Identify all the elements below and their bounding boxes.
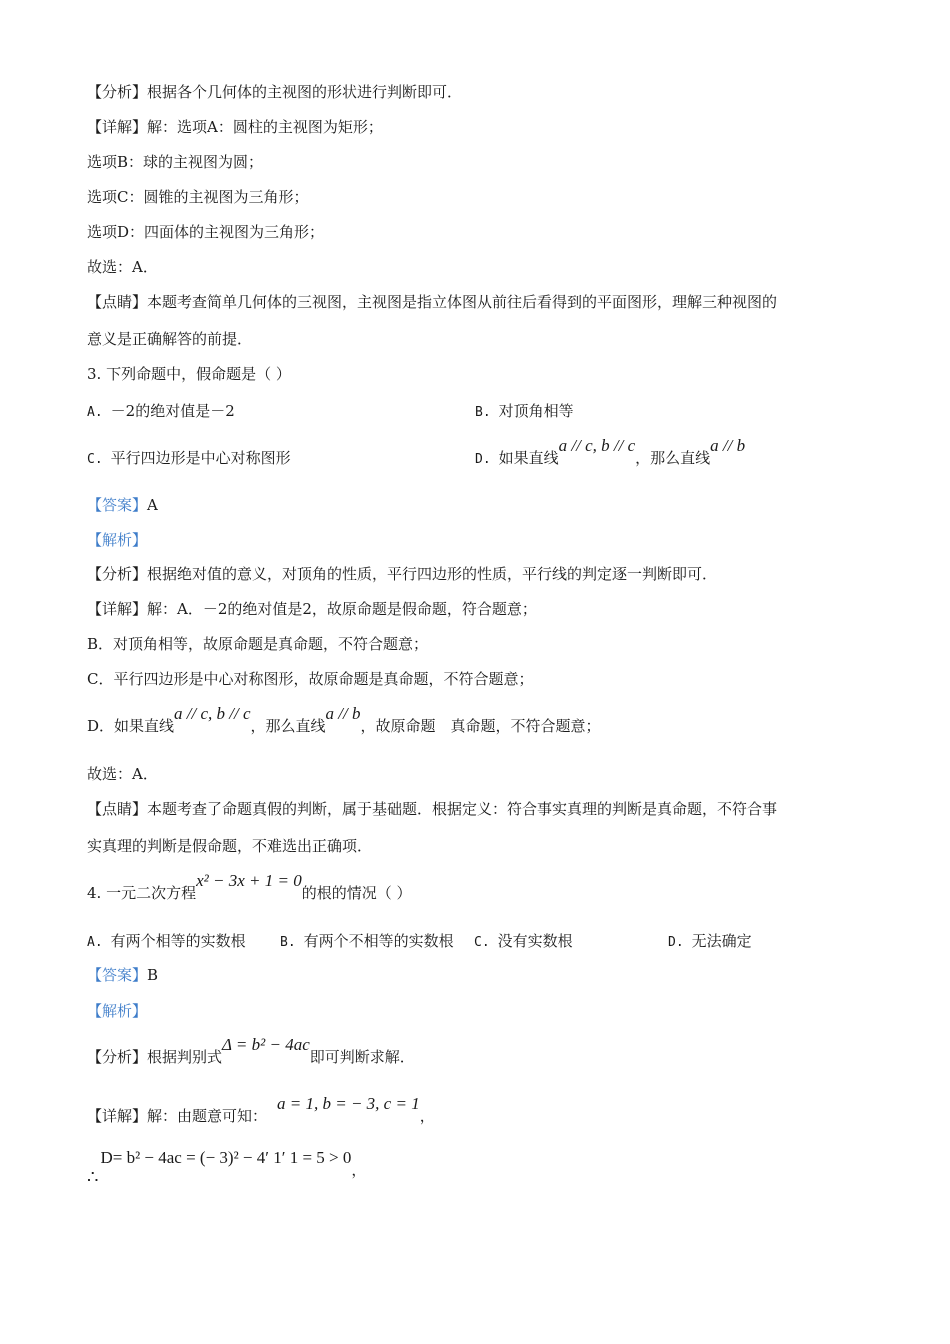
q2-option-c-explain: 选项C：圆锥的主视图为三角形；: [87, 188, 309, 206]
q3-option-d-explain: [87, 704, 601, 736]
q3-option-a: [87, 401, 235, 423]
q3-option-d: [475, 436, 746, 470]
q4-detail-post: ，: [419, 1107, 435, 1125]
q3-option-b: [475, 401, 574, 423]
q3-d-pre: D．如果直线: [87, 717, 175, 735]
q4-discriminant-post: ，: [351, 1161, 367, 1179]
q4-answer: [87, 965, 158, 985]
q3-stem: 3. 下列命题中，假命题是（ ）: [87, 365, 291, 383]
q3-detail: 【详解】解：A．－2的绝对值是2，故原命题是假命题，符合题意；: [87, 600, 537, 618]
q4-detail: [87, 1094, 435, 1126]
q4-option-c: [474, 931, 573, 953]
q3-answer-tag: 【答案】: [87, 496, 148, 514]
q3-option-b-explain: B．对顶角相等，故原命题是真命题，不符合题意；: [87, 635, 429, 653]
q4-analysis-math: Δ = b² − 4ac: [222, 1035, 310, 1054]
q4-option-c-label: C.: [474, 935, 490, 950]
q3-d-math2: a // b: [325, 704, 361, 723]
q3-choose: 故选：A．: [87, 765, 158, 783]
q3-option-d-pre: 如果直线: [498, 449, 559, 467]
q4-option-b: [280, 931, 454, 953]
q2-choose: 故选：A．: [87, 258, 158, 276]
q3-option-d-label: D.: [475, 452, 491, 467]
q4-option-a-label: A.: [87, 935, 103, 950]
q3-answer-value: A: [147, 496, 158, 514]
q4-answer-tag: 【答案】: [87, 966, 148, 984]
q4-option-c-text: 没有实数根: [497, 932, 573, 950]
q4-stem-math: x² − 3x + 1 = 0: [196, 871, 302, 890]
q3-answer: [87, 495, 158, 515]
q2-analysis: 【分析】根据各个几何体的主视图的形状进行判断即可．: [87, 83, 463, 101]
q3-option-c-text: 平行四边形是中心对称图形: [110, 449, 291, 467]
q3-jiexi-tag: 【解析】: [87, 531, 148, 549]
q2-comment-line1: 【点睛】本题考查简单几何体的三视图，主视图是指立体图从前往后看得到的平面图形，理解三种视图的: [87, 293, 778, 311]
q4-option-a-text: 有两个相等的实数根: [110, 932, 246, 950]
q4-detail-math: a = 1, b = − 3, c = 1: [277, 1094, 420, 1113]
q3-comment-line2: 实真理的判断是假命题，不难选出正确项．: [87, 837, 373, 855]
q4-answer-value: B: [147, 966, 159, 984]
q2-comment-line2: 意义是正确解答的前提．: [87, 330, 253, 348]
q3-comment-line1: 【点睛】本题考查了命题真假的判断，属于基础题．根据定义：符合事实真理的判断是真命题，不符合事: [87, 800, 778, 818]
q3-option-d-math2: a // b: [710, 436, 746, 455]
q2-detail: 【详解】解：选项A：圆柱的主视图为矩形；: [87, 118, 383, 136]
q2-option-b-explain: 选项B：球的主视图为圆；: [87, 153, 264, 171]
q3-option-d-mid: ，那么直线: [635, 449, 711, 467]
q4-analysis: [87, 1035, 415, 1067]
q4-option-d-text: 无法确定: [691, 932, 752, 950]
q3-option-a-label: A.: [87, 405, 103, 420]
q3-option-c-explain: C．平行四边形是中心对称图形，故原命题是真命题，不符合题意；: [87, 670, 534, 688]
q4-stem-pre: 4. 一元二次方程: [87, 884, 197, 902]
q3-d-mid: ，那么直线: [250, 717, 326, 735]
q3-d-math1: a // c, b // c: [174, 704, 251, 723]
q4-analysis-pre: 【分析】根据判别式: [87, 1048, 223, 1066]
q3-analysis: 【分析】根据绝对值的意义，对顶角的性质，平行四边形的性质，平行线的判定逐一判断即可．: [87, 565, 718, 583]
q4-discriminant: [87, 1148, 367, 1188]
therefore-symbol: ∴: [87, 1167, 99, 1188]
q3-option-c-label: C.: [87, 452, 103, 467]
q4-jiexi-tag: 【解析】: [87, 1002, 148, 1020]
q4-stem-post: 的根的情况（ ）: [301, 884, 412, 902]
q4-option-b-text: 有两个不相等的实数根: [303, 932, 454, 950]
q3-d-post: ，故原命题 真命题，不符合题意；: [360, 717, 601, 735]
q3-option-a-text: －2的绝对值是－2: [110, 402, 235, 420]
q4-option-d: [668, 931, 752, 953]
q3-option-c: [87, 448, 291, 470]
q4-stem: [87, 871, 412, 903]
q3-option-b-text: 对顶角相等: [498, 402, 574, 420]
q4-analysis-post: 即可判断求解．: [309, 1048, 415, 1066]
q4-discriminant-math: D= b² − 4ac = (− 3)² − 4′ 1′ 1 = 5 > 0: [100, 1148, 352, 1167]
q4-detail-pre: 【详解】解：由题意可知：: [87, 1107, 268, 1125]
q4-option-d-label: D.: [668, 935, 684, 950]
q2-option-d-explain: 选项D：四面体的主视图为三角形；: [87, 223, 325, 241]
q4-option-b-label: B.: [280, 935, 296, 950]
q3-option-b-label: B.: [475, 405, 491, 420]
q4-option-a: [87, 931, 246, 953]
q3-option-d-math1: a // c, b // c: [558, 436, 636, 455]
